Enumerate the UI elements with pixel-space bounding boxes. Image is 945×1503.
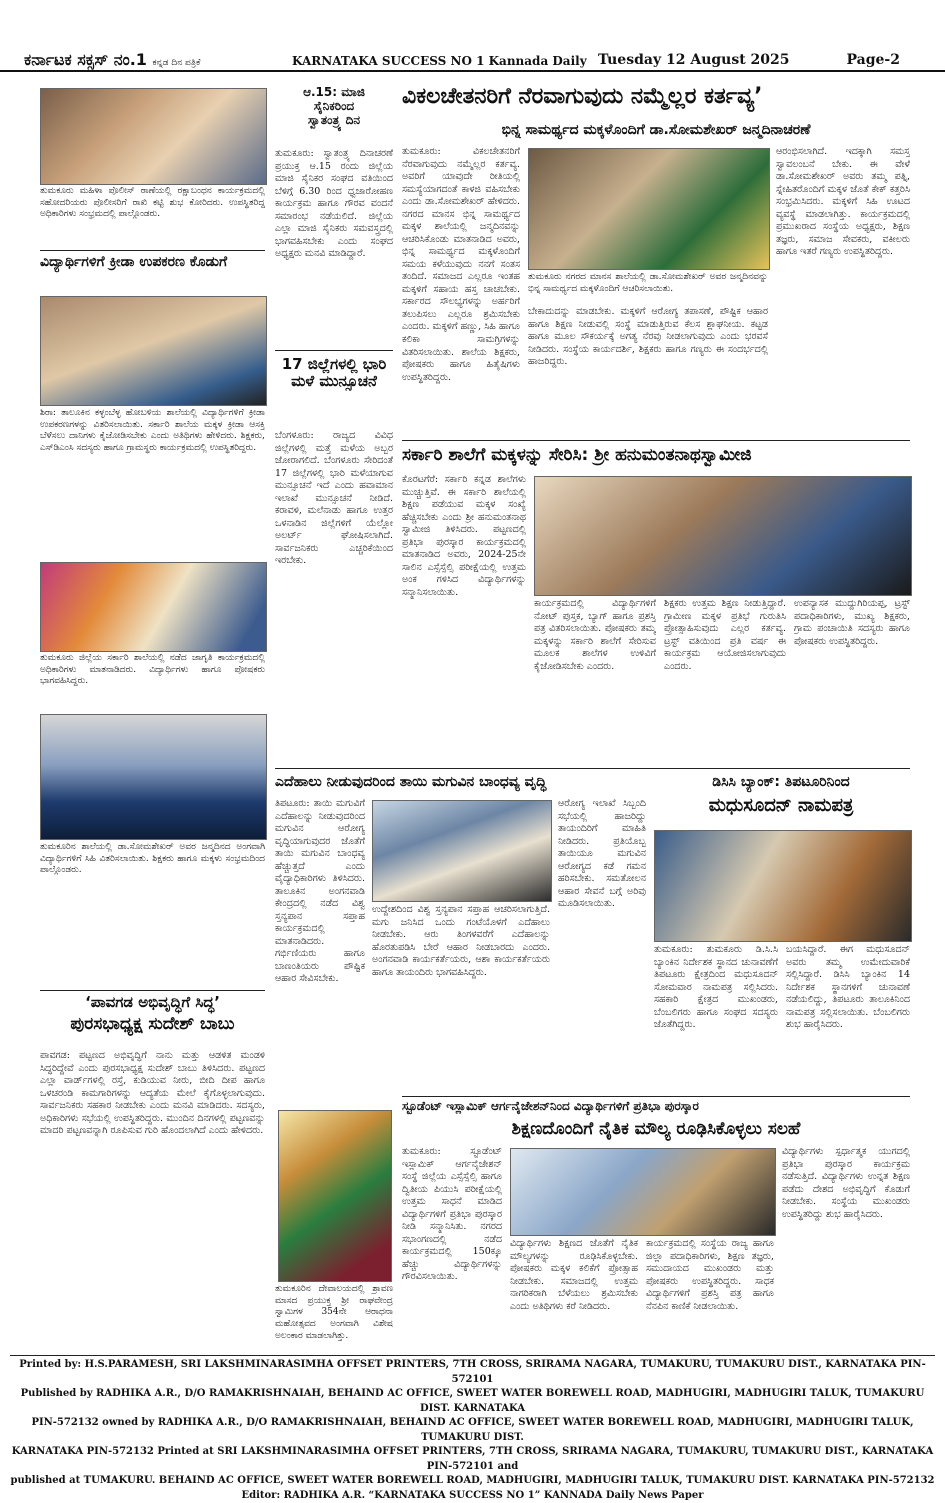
story-lead-col2: ಬೇಕಾದುದನ್ನು ಮಾಡಬೇಕು. ಮಕ್ಕಳಿಗೆ ಆರೋಗ್ಯ ತಪಾಸಣೆ, ಪೌಷ್ಟಿಕ ಆಹಾರ ಹಾಗೂ ಶಿಕ್ಷಣ ನೀಡುವಲ್ಲಿ ಸಂಸ್ಥೆ ಮಾಡುತ್ತಿರುವ ಕೆಲಸ ಶ್ಲಾಘನೀಯ. ಕಟ್ಟಡ ಹಾಗೂ ಮೂಲ ಸೌಕರ್ಯಕ್ಕೆ ಅಗತ್ಯ ನೆರವು ನೀಡಲಾಗುವುದು ಎಂದು ಭರವಸೆ ನೀಡಿದರು. ಸಂಸ್ಥೆಯ ಕಾರ್ಯದರ್ಶಿ, ಶಿಕ್ಷಕರು ಹಾಗೂ ಗಣ್ಯರು ಈ ಸಂದರ್ಭದಲ್ಲಿ ಹಾಜರಿದ್ದರು. — [528, 306, 768, 436]
headline-dcc-bank-line1: ಡಿಸಿಸಿ ಬ್ಯಾಂಕ್: ತಿಪಟೂರಿನಿಂದ — [652, 774, 910, 790]
divider — [40, 990, 265, 991]
story-dcc-bank-col1: ತುಮಕೂರು: ತುಮಕೂರು ಡಿ.ಸಿ.ಸಿ ಬ್ಯಾಂಕಿನ ನಿರ್ದೇಶಕ ಸ್ಥಾನದ ಚುನಾವಣೆಗೆ ತಿಪಟೂರು ಕ್ಷೇತ್ರದಿಂದ ಮಧುಸೂದನ್ ಸೋಮವಾರ ನಾಮಪತ್ರ ಸಲ್ಲಿಸಿದರು. ಸಹಕಾರಿ ಕ್ಷೇತ್ರದ ಮುಖಂಡರು, ಬೆಂಬಲಿಗರು ಹಾಗೂ ಸಂಘದ ಸದಸ್ಯರು ಜೊತೆಗಿದ್ದರು. — [654, 944, 778, 1094]
story-sio-col3: ಕಾರ್ಯಕ್ರಮದಲ್ಲಿ ಸಂಸ್ಥೆಯ ರಾಜ್ಯ ಹಾಗೂ ಜಿಲ್ಲಾ ಪದಾಧಿಕಾರಿಗಳು, ಶಿಕ್ಷಣ ತಜ್ಞರು, ಸಮುದಾಯದ ಮುಖಂಡರು ಮತ್ತು ಪೋಷಕರು ಉಪಸ್ಥಿತರಿದ್ದರು. ಸಾಧಕ ವಿದ್ಯಾರ್ಥಿಗಳಿಗೆ ಪ್ರಶಸ್ತಿ ಪತ್ರ ಹಾಗೂ ನೆನಪಿನ ಕಾಣಿಕೆ ನೀಡಲಾಯಿತು. — [646, 1238, 774, 1352]
story-sio-col2: ವಿದ್ಯಾರ್ಥಿಗಳು ಶಿಕ್ಷಣದ ಜೊತೆಗೆ ನೈತಿಕ ಮೌಲ್ಯಗಳನ್ನು ರೂಢಿಸಿಕೊಳ್ಳಬೇಕು. ಪೋಷಕರು ಮಕ್ಕಳ ಕಲಿಕೆಗೆ ಪ್ರೋತ್ಸಾಹ ನೀಡಬೇಕು. ಸಮಾಜದಲ್ಲಿ ಉತ್ತಮ ನಾಗರಿಕರಾಗಿ ಬೆಳೆಯಲು ಶ್ರಮಿಸಬೇಕು ಎಂದು ಅತಿಥಿಗಳು ಕರೆ ನೀಡಿದರು. — [510, 1238, 638, 1352]
story-government-school-col4: ಉಪನ್ಯಾಸಕ ಮುದ್ದುಗಿರಿಯಪ್ಪ, ಟ್ರಸ್ಟ್ ಪದಾಧಿಕಾರಿಗಳು, ಮುಖ್ಯ ಶಿಕ್ಷಕರು, ಗ್ರಾಮ ಪಂಚಾಯಿತಿ ಸದಸ್ಯರು ಹಾಗೂ ಪೋಷಕರು ಉಪಸ್ಥಿತರಿದ್ದರು. — [794, 598, 910, 764]
story-lead-col1: ತುಮಕೂರು: ವಿಕಲಚೇತನರಿಗೆ ನೆರವಾಗುವುದು ನಮ್ಮೆಲ್ಲರ ಕರ್ತವ್ಯ. ಅವರಿಗೆ ಯಾವುದೇ ರೀತಿಯಲ್ಲಿ ಸಮಸ್ಯೆಯಾಗದಂತೆ ಕಾಳಜಿ ವಹಿಸಬೇಕು ಎಂದು ಡಾ.ಸೋಮಶೇಖರ್ ಹೇಳಿದರು. ನಗರದ ಮಾನಸ ಭಿನ್ನ ಸಾಮರ್ಥ್ಯದ ಮಕ್ಕಳ ಶಾಲೆಯಲ್ಲಿ ಜನ್ಮದಿನವನ್ನು ಆಚರಿಸಿಕೊಂಡು ಮಾತನಾಡಿದ ಅವರು, ಭಿನ್ನ ಸಾಮರ್ಥ್ಯದ ಮಕ್ಕಳೊಂದಿಗೆ ಸಮಯ ಕಳೆಯುವುದು ನನಗೆ ಸಂತಸ ತಂದಿದೆ. ಸಮಾಜದ ಎಲ್ಲರೂ ಇಂತಹ ಮಕ್ಕಳಿಗೆ ಸಹಾಯ ಹಸ್ತ ಚಾಚಬೇಕು. ಸರ್ಕಾರದ ಸೌಲಭ್ಯಗಳನ್ನು ಅರ್ಹರಿಗೆ ತಲುಪಿಸಲು ಎಲ್ಲರೂ ಶ್ರಮಿಸಬೇಕು ಎಂದರು. ಮಕ್ಕಳಿಗೆ ಹಣ್ಣು, ಸಿಹಿ ಹಾಗೂ ಕಲಿಕಾ ಸಾಮಗ್ರಿಗಳನ್ನು ವಿತರಿಸಲಾಯಿತು. ಶಾಲೆಯ ಶಿಕ್ಷಕರು, ಪೋಷಕರು ಹಾಗೂ ಹಿತೈಷಿಗಳು ಉಪಸ್ಥಿತರಿದ್ದರು. — [402, 146, 520, 436]
photo-breastfeeding — [372, 800, 552, 902]
photo-temple-idol — [278, 1110, 392, 1282]
masthead — [0, 0, 945, 72]
headline-moral-values: ಶಿಕ್ಷಣದೊಂದಿಗೆ ನೈತಿಕ ಮೌಲ್ಯ ರೂಢಿಸಿಕೊಳ್ಳಲು ಸಲಹೆ — [402, 1120, 910, 1140]
story-breastfeeding-col3: ಆರೋಗ್ಯ ಇಲಾಖೆ ಸಿಬ್ಬಂದಿ ಸಭೆಯಲ್ಲಿ ಹಾಜರಿದ್ದು ತಾಯಂದಿರಿಗೆ ಮಾಹಿತಿ ನೀಡಿದರು. ಪ್ರತಿಯೊಬ್ಬ ತಾಯಿಯೂ ಮಗುವಿನ ಆರೋಗ್ಯದ ಕಡೆ ಗಮನ ಹರಿಸಬೇಕು. ಸಮತೋಲನ ಆಹಾರ ಸೇವನೆ ಬಗ್ಗೆ ಅರಿವು ಮೂಡಿಸಲಾಯಿತು. — [558, 798, 646, 1094]
caption-rakhi: ತುಮಕೂರು ಮಹಿಳಾ ಪೊಲೀಸ್ ಠಾಣೆಯಲ್ಲಿ ರಕ್ಷಾಬಂಧನ ಕಾರ್ಯಕ್ರಮದಲ್ಲಿ ಸಹೋದರಿಯರು ಪೊಲೀಸರಿಗೆ ರಾಖಿ ಕಟ್ಟಿ ಶುಭ ಕೋರಿದರು. ಉಪಸ್ಥಿತರಿದ್ದ ಅಧಿಕಾರಿಗಳು ಸಂಭ್ರಮದಲ್ಲಿ ಪಾಲ್ಗೊಂಡರು. — [40, 186, 265, 246]
divider — [275, 350, 393, 351]
headline-dcc-bank-line2: ಮಧುಸೂದನ್ ನಾಮಪತ್ರ — [652, 796, 910, 817]
footer-divider — [10, 1355, 935, 1356]
caption-students: ತುಮಕೂರಿನ ಶಾಲೆಯಲ್ಲಿ ಡಾ.ಸೋಮಶೇಖರ್ ಅವರ ಜನ್ಮದಿನದ ಅಂಗವಾಗಿ ವಿದ್ಯಾರ್ಥಿಗಳಿಗೆ ಸಿಹಿ ವಿತರಿಸಲಾಯಿತು. ಶಿಕ್ಷಕರು ಹಾಗೂ ಮಕ್ಕಳು ಸಂಭ್ರಮದಿಂದ ಪಾಲ್ಗೊಂಡರು. — [40, 842, 265, 987]
caption-school-meeting: ತುಮಕೂರು ಜಿಲ್ಲೆಯ ಸರ್ಕಾರಿ ಶಾಲೆಯಲ್ಲಿ ನಡೆದ ಜಾಗೃತಿ ಕಾರ್ಯಕ್ರಮದಲ್ಲಿ ಅಧಿಕಾರಿಗಳು ಮಾತನಾಡಿದರು. ವಿದ್ಯಾರ್ಥಿಗಳು ಹಾಗೂ ಪೋಷಕರು ಭಾಗವಹಿಸಿದ್ದರು. — [40, 653, 265, 711]
photo-students — [40, 714, 267, 840]
photo-dcc-nomination — [654, 830, 912, 942]
headline-government-school: ಸರ್ಕಾರಿ ಶಾಲೆಗೆ ಮಕ್ಕಳನ್ನು ಸೇರಿಸಿ: ಶ್ರೀ ಹನುಮಂತನಾಥಸ್ವಾಮೀಜಿ — [402, 446, 910, 466]
divider — [402, 1096, 910, 1097]
photo-rakhi-police — [40, 88, 267, 185]
photo-school-meeting — [40, 562, 267, 652]
headline-sio-award: ಸ್ಟೂಡೆಂಟ್ ಇಸ್ಲಾಮಿಕ್ ಆರ್ಗನೈಜೇಶನ್‌ನಿಂದ ವಿದ್ಯಾರ್ಥಿಗಳಿಗೆ ಪ್ರತಿಭಾ ಪುರಸ್ಕಾರ — [402, 1100, 910, 1114]
story-lead-col3: ಆರಂಭಿಸಲಾಗಿದೆ. ಇದಕ್ಕಾಗಿ ಸಮಸ್ತ ಸ್ವಾವಲಂಬನೆ ಬೇಕು. ಈ ವೇಳೆ ಡಾ.ಸೋಮಶೇಖರ್ ಅವರು ತಮ್ಮ ಪತ್ನಿ, ಸ್ನೇಹಿತರೊಂದಿಗೆ ಮಕ್ಕಳ ಜೊತೆ ಕೇಕ್ ಕತ್ತರಿಸಿ ಸಂಭ್ರಮಿಸಿದರು. ಮಕ್ಕಳಿಗೆ ಸಿಹಿ ಊಟದ ವ್ಯವಸ್ಥೆ ಮಾಡಲಾಗಿತ್ತು. ಕಾರ್ಯಕ್ರಮದಲ್ಲಿ ಪ್ರಮುಖರಾದ ಸಂಸ್ಥೆಯ ಅಧ್ಯಕ್ಷರು, ಶಿಕ್ಷಣ ತಜ್ಞರು, ಸಮಾಜ ಸೇವಕರು, ವಕೀಲರು ಹಾಗೂ ಇತರೆ ಗಣ್ಯರು ಉಪಸ್ಥಿತರಿದ್ದರು. — [776, 146, 910, 436]
brand-subtitle: ಕನ್ನಡ ದಿನ ಪತ್ರಿಕೆ — [153, 58, 201, 68]
story-government-school-col2: ಕಾರ್ಯಕ್ರಮದಲ್ಲಿ ವಿದ್ಯಾರ್ಥಿಗಳಿಗೆ ನೋಟ್ ಪುಸ್ತಕ, ಬ್ಯಾಗ್ ಹಾಗೂ ಪ್ರಶಸ್ತಿ ಪತ್ರ ವಿತರಿಸಲಾಯಿತು. ಪೋಷಕರು ತಮ್ಮ ಮಕ್ಕಳನ್ನು ಸರ್ಕಾರಿ ಶಾಲೆಗೆ ಸೇರಿಸುವ ಮೂಲಕ ಶಾಲೆಗಳ ಉಳಿವಿಗೆ ಕೈಜೋಡಿಸಬೇಕು ಎಂದರು. — [534, 598, 656, 764]
headline-breastfeeding: ಎದೆಹಾಲು ನೀಡುವುದರಿಂದ ತಾಯಿ ಮಗುವಿನ ಬಾಂಧವ್ಯ ವೃದ್ಧಿ — [275, 774, 645, 790]
story-ex-servicemen: ತುಮಕೂರು: ಸ್ವಾತಂತ್ರ್ಯ ದಿನಾಚರಣೆ ಪ್ರಯುಕ್ತ ಆ.15 ರಂದು ಜಿಲ್ಲೆಯ ಮಾಜಿ ಸೈನಿಕರ ಸಂಘದ ವತಿಯಿಂದ ಬೆಳಿಗ್ಗೆ 6.30 ರಿಂದ ಧ್ವಜಾರೋಹಣ ಕಾರ್ಯಕ್ರಮ ಹಾಗೂ ಗೌರವ ವಂದನೆ ಸಮಾರಂಭ ನಡೆಯಲಿದೆ. ಜಿಲ್ಲೆಯ ಎಲ್ಲಾ ಮಾಜಿ ಸೈನಿಕರು ಸಮವಸ್ತ್ರದಲ್ಲಿ ಭಾಗವಹಿಸಬೇಕು ಎಂದು ಸಂಘದ ಅಧ್ಯಕ್ಷರು ಮನವಿ ಮಾಡಿದ್ದಾರೆ. — [275, 148, 393, 346]
page-number: Page-2 — [847, 52, 900, 68]
imprint-line: published at TUMAKURU. BEHAIND AC OFFICE, SWEET WATER BOREWELL ROAD, MADHUGIRI, MADHUGIRI TALUK, TUMAKURU DIST. KARNATAKA PIN-572132 — [10, 1474, 935, 1489]
story-sio-col4: ವಿದ್ಯಾರ್ಥಿಗಳು ಸ್ಪರ್ಧಾತ್ಮಕ ಯುಗದಲ್ಲಿ ಪ್ರತಿಭಾ ಪುರಸ್ಕಾರ ಕಾರ್ಯಕ್ರಮ ನಡೆಸುತ್ತಿದೆ. ವಿದ್ಯಾರ್ಥಿಗಳು ಉನ್ನತ ಶಿಕ್ಷಣ ಪಡೆದು ದೇಶದ ಅಭಿವೃದ್ಧಿಗೆ ಕೊಡುಗೆ ನೀಡಬೇಕು. ಸಂಸ್ಥೆಯ ಮುಖಂಡರು ಉಪಸ್ಥಿತರಿದ್ದು ಶುಭ ಹಾರೈಸಿದರು. — [782, 1146, 910, 1352]
subheadline-lead: ಭಿನ್ನ ಸಾಮರ್ಥ್ಯದ ಮಕ್ಕಳೊಂದಿಗೆ ಡಾ.ಸೋಮಶೇಖರ್ ಜನ್ಮದಿನಾಚರಣೆ — [402, 122, 910, 138]
imprint-line: KARNATAKA PIN-572132 Printed at SRI LAKSHMINARASIMHA OFFSET PRINTERS, 7TH CROSS, SRIRAMA NAGARA, TUMAKURU, TUMAKURU DIST., KARNATAKA PIN-572101 and — [10, 1445, 935, 1474]
photo-lead — [528, 148, 770, 270]
headline-ex-servicemen — [275, 86, 393, 127]
masthead-title: KARNATAKA SUCCESS NO 1 Kannada Daily — [292, 54, 587, 68]
photo-award-ceremony — [534, 476, 912, 596]
headline-dcc-bank — [652, 774, 910, 817]
headline-pavagada-line1: ‘ಪಾವಗಡ ಅಭಿವೃದ್ಧಿಗೆ ಸಿದ್ಧ’ — [40, 994, 265, 1011]
story-breastfeeding-col1: ತಿಪಟೂರು: ತಾಯಿ ಮಗುವಿಗೆ ಎದೆಹಾಲನ್ನು ನೀಡುವುದರಿಂದ ಮಗುವಿನ ಆರೋಗ್ಯ ವೃದ್ಧಿಯಾಗುವುದರ ಜೊತೆಗೆ ತಾಯಿ ಮಗುವಿನ ಬಾಂಧವ್ಯ ಹೆಚ್ಚುತ್ತದೆ ಎಂದು ವೈದ್ಯಾಧಿಕಾರಿಗಳು ತಿಳಿಸಿದರು. ತಾಲೂಕಿನ ಅಂಗನವಾಡಿ ಕೇಂದ್ರದಲ್ಲಿ ನಡೆದ ವಿಶ್ವ ಸ್ತನ್ಯಪಾನ ಸಪ್ತಾಹ ಕಾರ್ಯಕ್ರಮದಲ್ಲಿ ಮಾತನಾಡಿದರು. ಗರ್ಭಿಣಿಯರು ಹಾಗೂ ಬಾಣಂತಿಯರು ಪೌಷ್ಟಿಕ ಆಹಾರ ಸೇವಿಸಬೇಕು. — [275, 798, 365, 1094]
headline-rain-warning: 17 ಜಿಲ್ಲೆಗಳಲ್ಲಿ ಭಾರಿ ಮಳೆ ಮುನ್ಸೂಚನೆ — [275, 356, 393, 391]
story-government-school-col1: ಕೊರಟಗೆರೆ: ಸರ್ಕಾರಿ ಕನ್ನಡ ಶಾಲೆಗಳು ಮುಚ್ಚುತ್ತಿವೆ. ಈ ಸರ್ಕಾರಿ ಶಾಲೆಯಲ್ಲಿ ಶಿಕ್ಷಣ ಪಡೆಯುವ ಮಕ್ಕಳ ಸಂಖ್ಯೆ ಹೆಚ್ಚಿಸಬೇಕು ಎಂದು ಶ್ರೀ ಹನುಮಂತನಾಥ ಸ್ವಾಮೀಜಿ ತಿಳಿಸಿದರು. ಪಟ್ಟಣದಲ್ಲಿ ಪ್ರತಿಭಾ ಪುರಸ್ಕಾರ ಕಾರ್ಯಕ್ರಮದಲ್ಲಿ ಮಾತನಾಡಿದ ಅವರು, 2024-25ನೇ ಸಾಲಿನ ಎಸ್ಸೆಸ್ಸೆಲ್ಸಿ ಪರೀಕ್ಷೆಯಲ್ಲಿ ಉತ್ತಮ ಅಂಕ ಗಳಿಸಿದ ವಿದ್ಯಾರ್ಥಿಗಳನ್ನು ಸನ್ಮಾನಿಸಲಾಯಿತು. — [402, 474, 526, 764]
headline-sports-kit: ವಿದ್ಯಾರ್ಥಿಗಳಿಗೆ ಕ್ರೀಡಾ ಉಪಕರಣ ಕೊಡುಗೆ — [40, 254, 265, 270]
caption-sports-kit: ಶಿರಾ: ತಾಲೂಕಿನ ಕಳ್ಳಂಬೆಳ್ಳ ಹೋಬಳಿಯ ಶಾಲೆಯಲ್ಲಿ ವಿದ್ಯಾರ್ಥಿಗಳಿಗೆ ಕ್ರೀಡಾ ಉಪಕರಣಗಳನ್ನು ವಿತರಿಸಲಾಯಿತು. ಸರ್ಕಾರಿ ಶಾಲೆಯ ಮಕ್ಕಳ ಕ್ರೀಡಾ ಆಸಕ್ತಿ ಬೆಳೆಸಲು ದಾನಿಗಳು ಕೈಜೋಡಿಸಬೇಕು ಎಂದು ಅತಿಥಿಗಳು ಹೇಳಿದರು. ಶಿಕ್ಷಕರು, ಎಸ್‌ಡಿಎಂಸಿ ಸದಸ್ಯರು ಹಾಗೂ ಗ್ರಾಮಸ್ಥರು ಕಾರ್ಯಕ್ರಮದಲ್ಲಿ ಉಪಸ್ಥಿತರಿದ್ದರು. — [40, 408, 265, 558]
story-government-school-col3: ಶಿಕ್ಷಕರು ಉತ್ತಮ ಶಿಕ್ಷಣ ನೀಡುತ್ತಿದ್ದಾರೆ. ಗ್ರಾಮೀಣ ಮಕ್ಕಳ ಪ್ರತಿಭೆ ಗುರುತಿಸಿ ಪ್ರೋತ್ಸಾಹಿಸುವುದು ಎಲ್ಲರ ಕರ್ತವ್ಯ. ಟ್ರಸ್ಟ್ ವತಿಯಿಂದ ಪ್ರತಿ ವರ್ಷ ಈ ಕಾರ್ಯಕ್ರಮ ಆಯೋಜಿಸಲಾಗುವುದು ಎಂದರು. — [664, 598, 786, 764]
photo-sports-kit — [40, 296, 267, 406]
headline-pavagada — [40, 994, 265, 1035]
masthead-brand — [24, 50, 200, 70]
headline-pavagada-line2: ಪುರಸಭಾಧ್ಯಕ್ಷ ಸುದೇಶ್ ಬಾಬು — [40, 1015, 265, 1035]
photo-sio-award — [510, 1148, 776, 1236]
imprint-footer — [10, 1358, 935, 1503]
headline-ex-servicemen-line2: ಸೈನಿಕರಿಂದ — [275, 100, 393, 114]
story-dcc-bank-col2: ಬಯಸಿದ್ದಾರೆ. ಈಗ ಮಧುಸೂದನ್ ಅವರು ತಮ್ಮ ಉಮೇದುವಾರಿಕೆ ಸಲ್ಲಿಸಿದ್ದಾರೆ. ಡಿಸಿಸಿ ಬ್ಯಾಂಕಿನ 14 ನಿರ್ದೇಶಕ ಸ್ಥಾನಗಳಿಗೆ ಚುನಾವಣೆ ನಡೆಯಲಿದ್ದು, ತಿಪಟೂರು ತಾಲೂಕಿನಿಂದ ನಾಮಪತ್ರ ಸಲ್ಲಿಸಲಾಯಿತು. ಬೆಂಬಲಿಗರು ಶುಭ ಹಾರೈಸಿದರು. — [786, 944, 910, 1094]
story-pavagada: ಪಾವಗಡ: ಪಟ್ಟಣದ ಅಭಿವೃದ್ಧಿಗೆ ನಾನು ಮತ್ತು ಆಡಳಿತ ಮಂಡಳಿ ಸಿದ್ಧರಿದ್ದೇವೆ ಎಂದು ಪುರಸಭಾಧ್ಯಕ್ಷ ಸುದೇಶ್ ಬಾಬು ತಿಳಿಸಿದರು. ಪಟ್ಟಣದ ಎಲ್ಲಾ ವಾರ್ಡ್‌ಗಳಲ್ಲಿ ರಸ್ತೆ, ಕುಡಿಯುವ ನೀರು, ಬೀದಿ ದೀಪ ಹಾಗೂ ಒಳಚರಂಡಿ ಕಾಮಗಾರಿಗಳನ್ನು ಆದ್ಯತೆಯ ಮೇಲೆ ಕೈಗೊಳ್ಳಲಾಗುವುದು. ಸಾರ್ವಜನಿಕರು ಸಹಕಾರ ನೀಡಬೇಕು ಎಂದು ಮನವಿ ಮಾಡಿದರು. ಸದಸ್ಯರು, ಅಧಿಕಾರಿಗಳು ಸಭೆಯಲ್ಲಿ ಉಪಸ್ಥಿತರಿದ್ದರು. ಮುಂದಿನ ದಿನಗಳಲ್ಲಿ ಪಟ್ಟಣವನ್ನು ಮಾದರಿ ಪಟ್ಟಣವನ್ನಾಗಿ ರೂಪಿಸುವ ಗುರಿ ಹೊಂದಲಾಗಿದೆ ಎಂದು ಹೇಳಿದರು. — [40, 1050, 265, 1350]
imprint-line: Published by RADHIKA A.R., D/O RAMAKRISHNAIAH, BEHAIND AC OFFICE, SWEET WATER BOREWELL ROAD, MADHUGIRI, MADHUGIRI TALUK, TUMAKURU DIST. KARNATAKA — [10, 1387, 935, 1416]
masthead-date: Tuesday 12 August 2025 — [598, 52, 790, 68]
story-breastfeeding-col2: ಉದ್ದೇಶದಿಂದ ವಿಶ್ವ ಸ್ತನ್ಯಪಾನ ಸಪ್ತಾಹ ಆಚರಿಸಲಾಗುತ್ತಿದೆ. ಮಗು ಜನಿಸಿದ ಒಂದು ಗಂಟೆಯೊಳಗೆ ಎದೆಹಾಲು ನೀಡಬೇಕು. ಆರು ತಿಂಗಳವರೆಗೆ ಎದೆಹಾಲನ್ನು ಹೊರತುಪಡಿಸಿ ಬೇರೆ ಆಹಾರ ನೀಡಬಾರದು ಎಂದರು. ಅಂಗನವಾಡಿ ಕಾರ್ಯಕರ್ತೆಯರು, ಆಶಾ ಕಾರ್ಯಕರ್ತೆಯರು ಹಾಗೂ ತಾಯಂದಿರು ಭಾಗವಹಿಸಿದ್ದರು. — [372, 904, 550, 1094]
story-rain-warning: ಬೆಂಗಳೂರು: ರಾಜ್ಯದ ವಿವಿಧ ಜಿಲ್ಲೆಗಳಲ್ಲಿ ಮತ್ತೆ ಮಳೆಯ ಅಬ್ಬರ ಜೋರಾಗಲಿದೆ. ಬೆಂಗಳೂರು ಸೇರಿದಂತೆ 17 ಜಿಲ್ಲೆಗಳಲ್ಲಿ ಭಾರಿ ಮಳೆಯಾಗುವ ಮುನ್ಸೂಚನೆ ಇದೆ ಎಂದು ಹವಾಮಾನ ಇಲಾಖೆ ಮುನ್ಸೂಚನೆ ನೀಡಿದೆ. ಕರಾವಳಿ, ಮಲೆನಾಡು ಹಾಗೂ ಉತ್ತರ ಒಳನಾಡಿನ ಜಿಲ್ಲೆಗಳಿಗೆ ಯೆಲ್ಲೋ ಅಲರ್ಟ್ ಘೋಷಿಸಲಾಗಿದೆ. ಸಾರ್ವಜನಿಕರು ಎಚ್ಚರಿಕೆಯಿಂದ ಇರಬೇಕು. — [275, 430, 393, 850]
imprint-line: Printed by: H.S.PARAMESH, SRI LAKSHMINARASIMHA OFFSET PRINTERS, 7TH CROSS, SRIRAMA NAGARA, TUMAKURU, TUMAKURU DIST., KARNATAKA PIN-572101 — [10, 1358, 935, 1387]
caption-lead: ತುಮಕೂರು ನಗರದ ಮಾನಸ ಶಾಲೆಯಲ್ಲಿ ಡಾ.ಸೋಮಶೇಖರ್ ಅವರ ಜನ್ಮದಿನವನ್ನು ಭಿನ್ನ ಸಾಮರ್ಥ್ಯದ ಮಕ್ಕಳೊಂದಿಗೆ ಆಚರಿಸಲಾಯಿತು. — [528, 272, 768, 304]
imprint-line: PIN-572132 owned by RADHIKA A.R., D/O RAMAKRISHNAIAH, BEHAIND AC OFFICE, SWEET WATER BOREWELL ROAD, MADHUGIRI, MADHUGIRI TALUK, TUMAKURU DIST. — [10, 1416, 935, 1445]
headline-ex-servicemen-line1: ಆ.15: ಮಾಜಿ — [275, 86, 393, 100]
headline-ex-servicemen-line3: ಸ್ವಾತಂತ್ರ್ಯ ದಿನ — [275, 114, 393, 128]
brand-name: ಕರ್ನಾಟಕ ಸಕ್ಸಸ್ ನಂ.1 — [24, 50, 147, 69]
divider — [402, 440, 910, 441]
imprint-editor: Editor: RADHIKA A.R. “KARNATAKA SUCCESS NO 1” KANNADA Daily News Paper — [10, 1489, 935, 1503]
divider — [40, 250, 265, 251]
story-sio-col1: ತುಮಕೂರು: ಸ್ಟೂಡೆಂಟ್ ಇಸ್ಲಾಮಿಕ್ ಆರ್ಗನೈಜೇಶನ್ ಸಂಸ್ಥೆ ಜಿಲ್ಲೆಯ ಎಸ್ಸೆಸ್ಸೆಲ್ಸಿ ಹಾಗೂ ದ್ವಿತೀಯ ಪಿಯುಸಿ ಪರೀಕ್ಷೆಯಲ್ಲಿ ಉತ್ತಮ ಸಾಧನೆ ಮಾಡಿದ ವಿದ್ಯಾರ್ಥಿಗಳಿಗೆ ಪ್ರತಿಭಾ ಪುರಸ್ಕಾರ ನೀಡಿ ಸನ್ಮಾನಿಸಿತು. ನಗರದ ಸಭಾಂಗಣದಲ್ಲಿ ನಡೆದ ಕಾರ್ಯಕ್ರಮದಲ್ಲಿ 150ಕ್ಕೂ ಹೆಚ್ಚು ವಿದ್ಯಾರ್ಥಿಗಳನ್ನು ಗೌರವಿಸಲಾಯಿತು. — [402, 1146, 502, 1352]
divider — [275, 768, 910, 769]
headline-lead: ವಿಕಲಚೇತನರಿಗೆ ನೆರವಾಗುವುದು ನಮ್ಮೆಲ್ಲರ ಕರ್ತವ್ಯ’ — [402, 84, 910, 109]
caption-temple: ತುಮಕೂರಿನ ದೇವಾಲಯದಲ್ಲಿ ಶ್ರಾವಣ ಮಾಸದ ಪ್ರಯುಕ್ತ ಶ್ರೀ ರಾಘವೇಂದ್ರ ಸ್ವಾಮಿಗಳ 354ನೇ ಆರಾಧನಾ ಮಹೋತ್ಸವದ ಅಂಗವಾಗಿ ವಿಶೇಷ ಅಲಂಕಾರ ಮಾಡಲಾಗಿತ್ತು. — [275, 1284, 393, 1352]
